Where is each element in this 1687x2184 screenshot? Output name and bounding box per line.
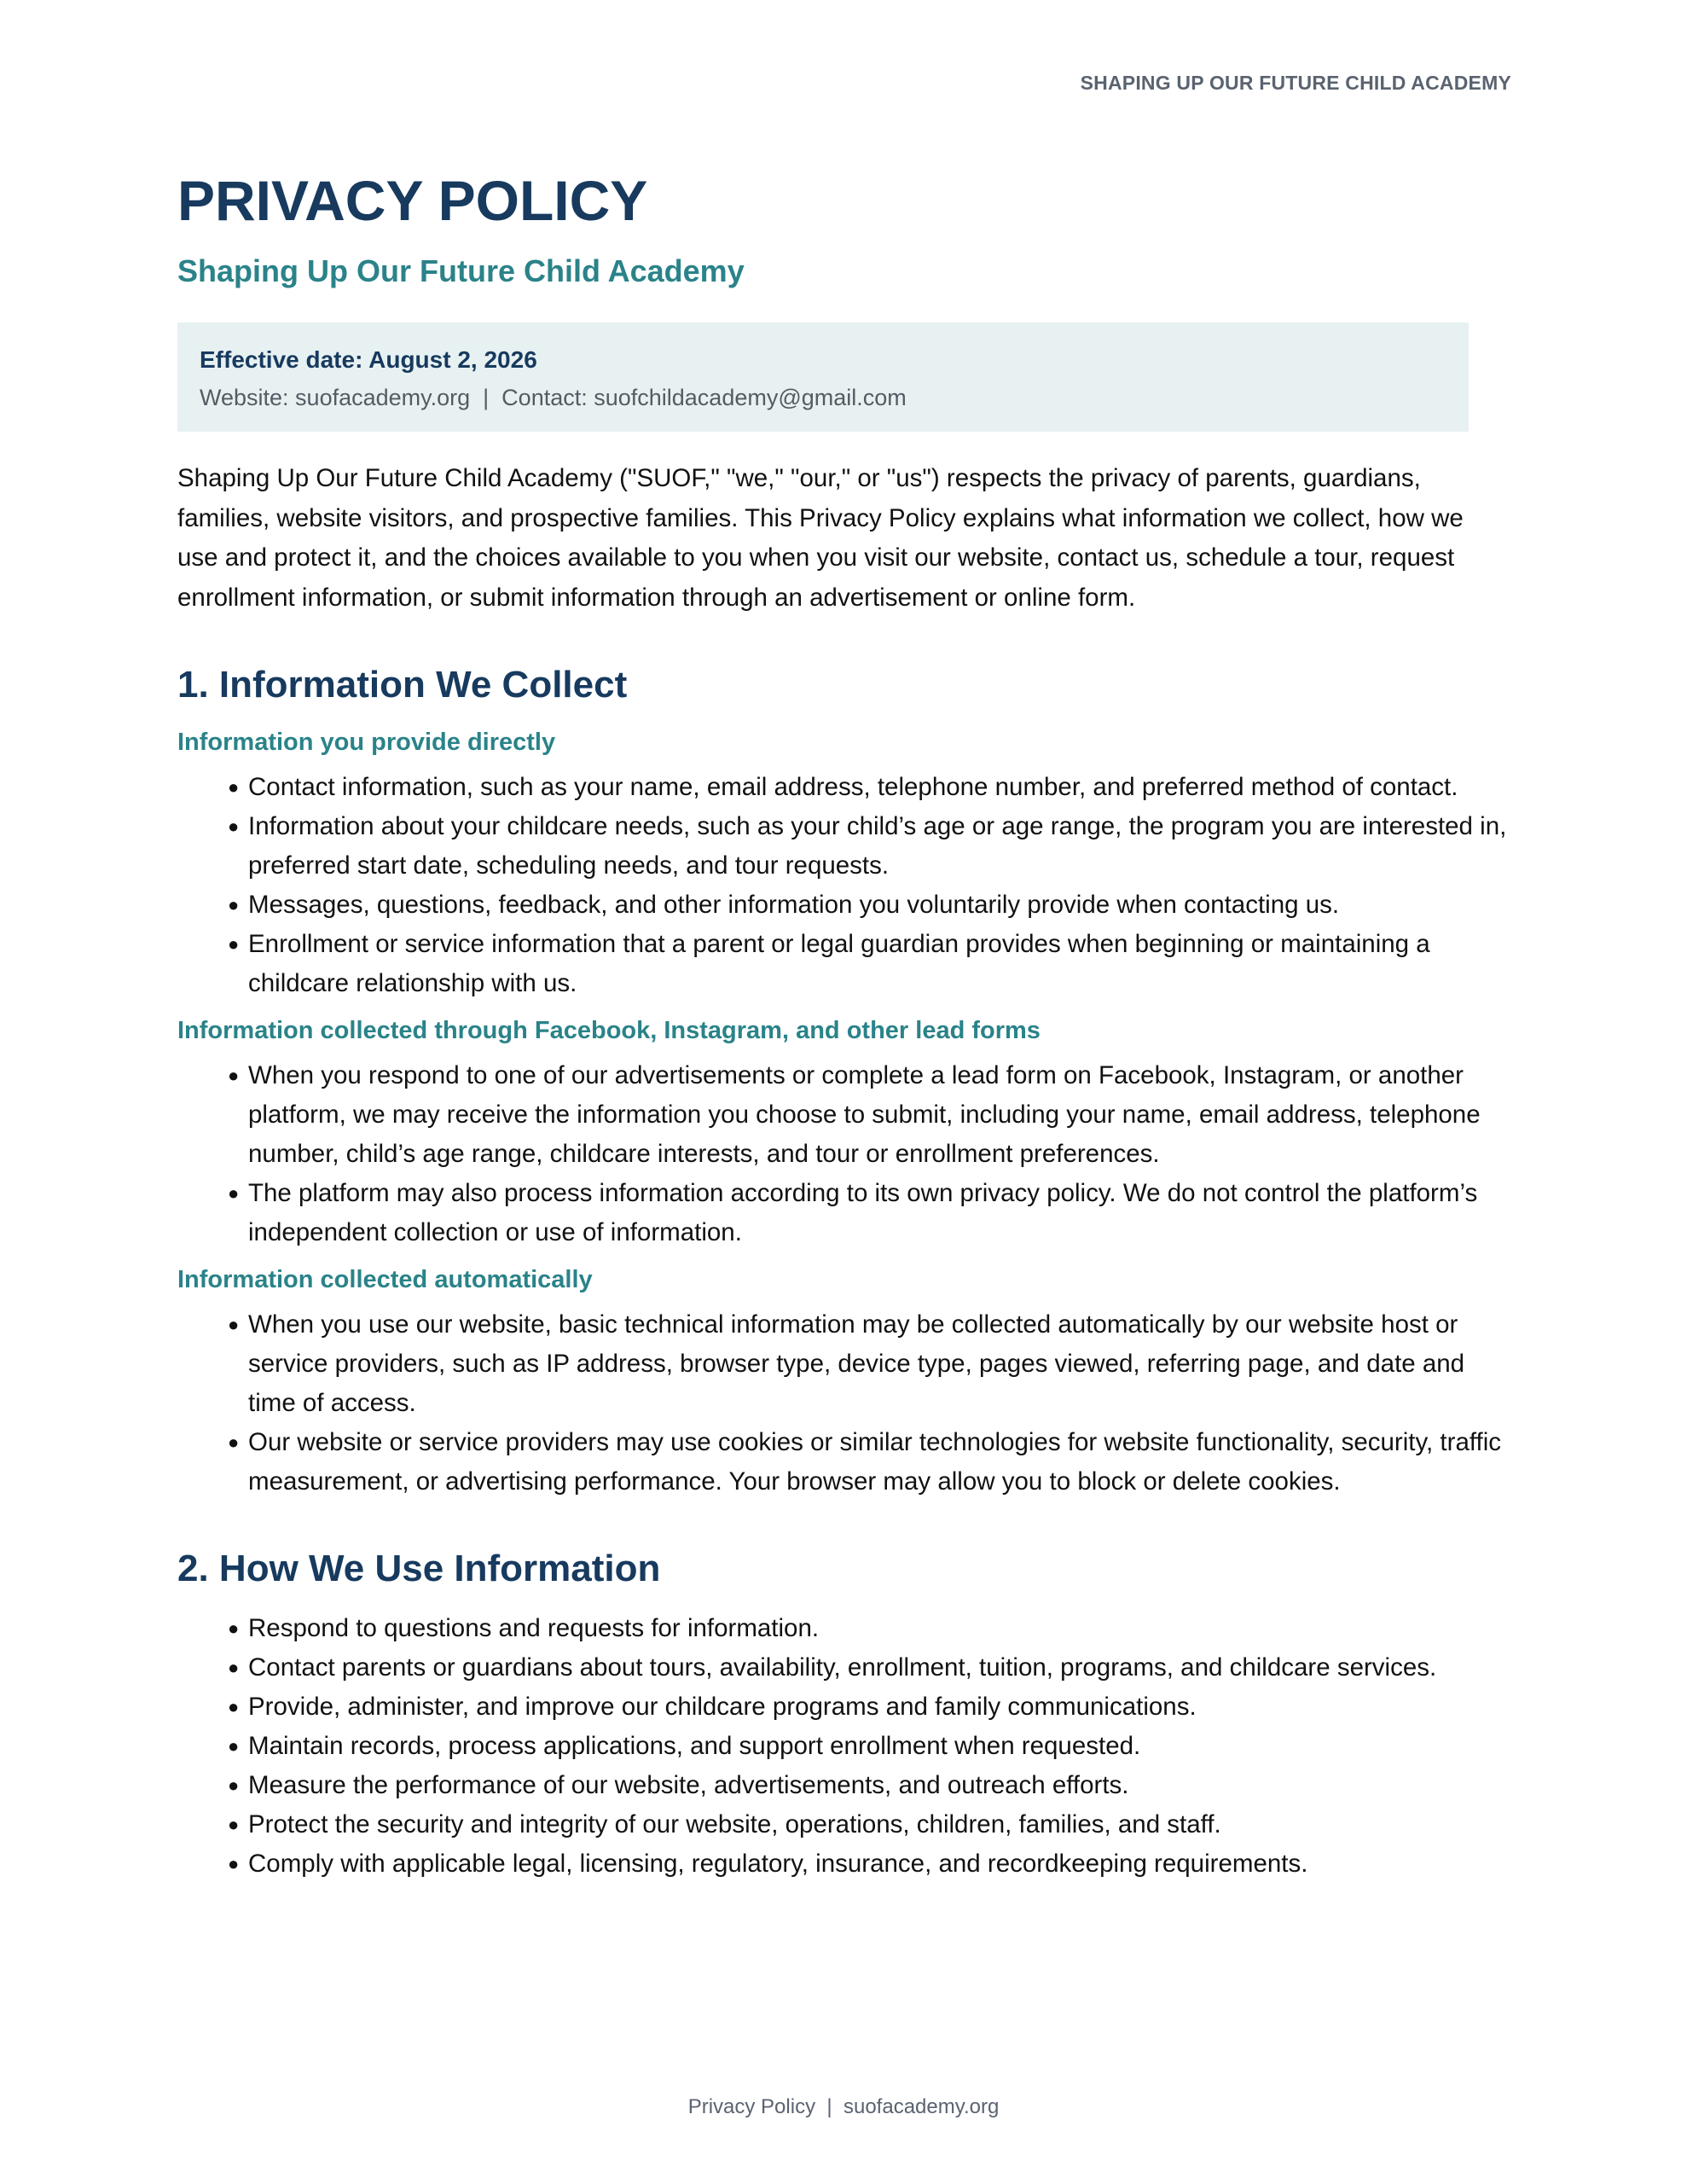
list-item: ● Maintain records, process applications, and support enrollment when requested. — [177, 1727, 1508, 1766]
section-heading-information-we-collect: 1. Information We Collect — [177, 664, 628, 706]
subheading-provided-directly: Information you provide directly — [177, 729, 556, 756]
bullet-icon: ● — [228, 894, 240, 915]
section-heading-how-we-use: 2. How We Use Information — [177, 1548, 661, 1589]
list-item: ● When you respond to one of our advertisements or complete a lead form on Facebook, Instagram, or another platform, we may receive the information you choose to submit, including your name, email address, telephone number, child’s age range, childcare interests, and tour or enrollment preferences. — [177, 1056, 1508, 1174]
bullet-list-lead-forms — [177, 1056, 1508, 1252]
list-item: ● Measure the performance of our website, advertisements, and outreach efforts. — [177, 1766, 1508, 1805]
page-title: PRIVACY POLICY — [177, 169, 648, 232]
list-item: ● Contact information, such as your name, email address, telephone number, and preferred method of contact. — [177, 768, 1508, 807]
list-item: ● Comply with applicable legal, licensing, regulatory, insurance, and recordkeeping requirements. — [177, 1844, 1508, 1884]
bullet-icon: ● — [228, 1618, 240, 1639]
document-body — [177, 162, 1508, 1884]
subheading-lead-forms: Information collected through Facebook, Instagram, and other lead forms — [177, 1017, 1041, 1044]
list-item: ● When you use our website, basic technical information may be collected automatically by our website host or service providers, such as IP address, browser type, device type, pages viewed, referring page, and date and time of access. — [177, 1305, 1508, 1423]
list-item: ● The platform may also process information according to its own privacy policy. We do not control the platform’s independent collection or use of information. — [177, 1174, 1508, 1252]
bullet-icon: ● — [228, 1853, 240, 1874]
bullet-icon: ● — [228, 1735, 240, 1757]
bullet-list-provided-directly — [177, 768, 1508, 1003]
effective-date: Effective date: August 2, 2026 — [200, 346, 537, 373]
list-item: ● Our website or service providers may use cookies or similar technologies for website functionality, security, traffic measurement, or advertising performance. Your browser may allow you to block or delete cookies. — [177, 1423, 1508, 1502]
bullet-icon: ● — [228, 816, 240, 837]
list-item: ● Respond to questions and requests for information. — [177, 1609, 1508, 1648]
list-item: ● Contact parents or guardians about tours, availability, enrollment, tuition, programs, and childcare services. — [177, 1648, 1508, 1687]
bullet-icon: ● — [228, 1432, 240, 1453]
subheading-collected-automatically: Information collected automatically — [177, 1266, 593, 1293]
list-item: ● Provide, administer, and improve our childcare programs and family communications. — [177, 1687, 1508, 1727]
list-item: ● Protect the security and integrity of our website, operations, children, families, and staff. — [177, 1805, 1508, 1844]
contact-line: Website: suofacademy.org | Contact: suofchildacademy@gmail.com — [200, 385, 907, 410]
bullet-icon: ● — [228, 1182, 240, 1204]
page-subtitle: Shaping Up Our Future Child Academy — [177, 253, 745, 288]
bullet-icon: ● — [228, 1814, 240, 1835]
bullet-list-how-we-use — [177, 1609, 1508, 1884]
bullet-icon: ● — [228, 933, 240, 955]
intro-paragraph: Shaping Up Our Future Child Academy ("SUOF," "we," "our," or "us") respects the privacy of parents, guardians, families, website visitors, and prospective families. This Privacy Policy explains what information we collect, how we use and protect it, and the choices available to you when you visit our website, contact us, schedule a tour, request enrollment information, or submit information through an advertisement or online form. — [177, 464, 1464, 612]
bullet-icon: ● — [228, 1065, 240, 1086]
bullet-icon: ● — [228, 1696, 240, 1717]
list-item: ● Messages, questions, feedback, and other information you voluntarily provide when contacting us. — [177, 886, 1508, 925]
list-item: ● Information about your childcare needs, such as your child’s age or age range, the program you are interested in, preferred start date, scheduling needs, and tour requests. — [177, 807, 1508, 886]
running-header: SHAPING UP OUR FUTURE CHILD ACADEMY — [1080, 72, 1511, 94]
bullet-icon: ● — [228, 1774, 240, 1796]
bullet-icon: ● — [228, 776, 240, 798]
info-box — [177, 322, 1469, 432]
bullet-icon: ● — [228, 1657, 240, 1678]
list-item: ● Enrollment or service information that a parent or legal guardian provides when beginning or maintaining a childcare relationship with us. — [177, 925, 1508, 1003]
page-footer: Privacy Policy | suofacademy.org — [687, 2095, 1000, 2118]
bullet-icon: ● — [228, 1314, 240, 1335]
bullet-list-collected-automatically — [177, 1305, 1508, 1502]
